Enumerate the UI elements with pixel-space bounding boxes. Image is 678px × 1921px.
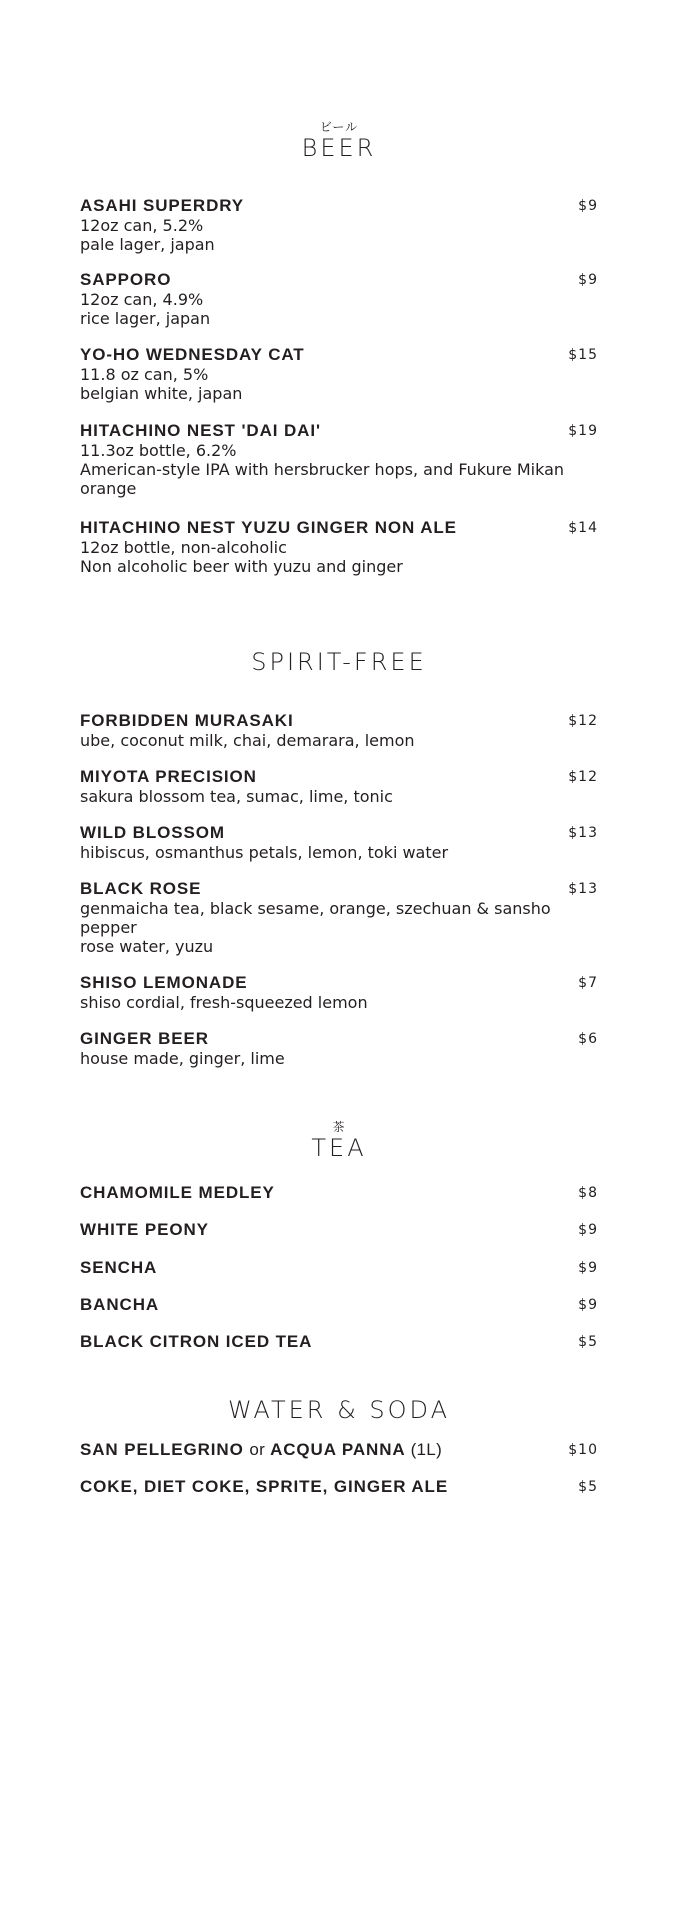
- item-volume: (1L): [410, 1440, 443, 1459]
- menu-item: [80, 1440, 600, 1460]
- item-price: $8: [578, 1185, 598, 1201]
- menu-item: [80, 1477, 600, 1497]
- item-name: COKE, DIET COKE, SPRITE, GINGER ALE: [80, 1477, 449, 1496]
- menu-item: [80, 879, 600, 956]
- item-name-conjunction: or: [249, 1440, 266, 1459]
- item-detail: 12oz can, 5.2%: [80, 216, 204, 235]
- item-description: pale lager, japan: [80, 235, 215, 254]
- item-price: $12: [568, 713, 598, 729]
- menu-item: [80, 1183, 600, 1203]
- menu-item: [80, 711, 600, 750]
- item-price: $14: [568, 520, 598, 536]
- item-description: ube, coconut milk, chai, demarara, lemon: [80, 731, 415, 750]
- item-name: HITACHINO NEST 'DAI DAI': [80, 421, 321, 440]
- item-name: YO-HO WEDNESDAY CAT: [80, 345, 305, 364]
- item-price: $9: [578, 1260, 598, 1276]
- menu-item: [80, 973, 600, 1012]
- item-name: BANCHA: [80, 1295, 160, 1314]
- item-price: $9: [578, 198, 598, 214]
- item-name: BLACK CITRON ICED TEA: [80, 1332, 313, 1351]
- spirit-free-header: [0, 648, 678, 676]
- item-name: HITACHINO NEST YUZU GINGER NON ALE: [80, 518, 457, 537]
- item-name: FORBIDDEN MURASAKI: [80, 711, 294, 730]
- item-price: $15: [568, 347, 598, 363]
- beer-japanese-title: ビール: [319, 120, 359, 134]
- menu-item: [80, 767, 600, 806]
- item-price: $5: [578, 1334, 598, 1350]
- menu-item: [80, 1258, 600, 1278]
- item-name-second: ACQUA PANNA: [270, 1440, 405, 1459]
- menu-item: [80, 1332, 600, 1352]
- item-price: $12: [568, 769, 598, 785]
- menu-item: [80, 421, 600, 498]
- item-description: Non alcoholic beer with yuzu and ginger: [80, 557, 403, 576]
- menu-item: [80, 1220, 600, 1240]
- beer-header: [0, 120, 678, 162]
- item-name: BLACK ROSE: [80, 879, 202, 898]
- item-name: WHITE PEONY: [80, 1220, 209, 1239]
- item-detail: 11.8 oz can, 5%: [80, 365, 209, 384]
- item-detail: 12oz can, 4.9%: [80, 290, 204, 309]
- item-name: CHAMOMILE MEDLEY: [80, 1183, 275, 1202]
- item-description: American-style IPA with hersbrucker hops, and Fukure Mikan orange: [80, 460, 565, 498]
- item-name: WILD BLOSSOM: [80, 823, 225, 842]
- item-description: shiso cordial, fresh-squeezed lemon: [80, 993, 368, 1012]
- item-name: GINGER BEER: [80, 1029, 209, 1048]
- item-name: [80, 1440, 442, 1459]
- item-description-continued: rose water, yuzu: [80, 937, 214, 956]
- tea-title: TEA: [311, 1134, 367, 1162]
- item-description: sakura blossom tea, sumac, lime, tonic: [80, 787, 393, 806]
- item-name-first: SAN PELLEGRINO: [80, 1440, 244, 1459]
- item-price: $5: [578, 1479, 598, 1495]
- item-name: SHISO LEMONADE: [80, 973, 248, 992]
- menu-item: [80, 823, 600, 862]
- item-description: genmaicha tea, black sesame, orange, szechuan & sansho pepper: [80, 899, 551, 937]
- item-description: hibiscus, osmanthus petals, lemon, toki water: [80, 843, 449, 862]
- item-description: rice lager, japan: [80, 309, 211, 328]
- menu-item: [80, 270, 600, 328]
- item-description: house made, ginger, lime: [80, 1049, 285, 1068]
- item-price: $13: [568, 825, 598, 841]
- item-price: $19: [568, 423, 598, 439]
- item-price: $9: [578, 272, 598, 288]
- item-name: ASAHI SUPERDRY: [80, 196, 245, 215]
- item-price: $10: [568, 1442, 598, 1458]
- menu-item: [80, 196, 600, 254]
- item-price: $9: [578, 1297, 598, 1313]
- water-soda-header: [0, 1396, 678, 1424]
- menu-item: [80, 518, 600, 576]
- item-detail: 12oz bottle, non-alcoholic: [80, 538, 287, 557]
- item-description: belgian white, japan: [80, 384, 243, 403]
- tea-header: [0, 1120, 678, 1162]
- item-price: $7: [578, 975, 598, 991]
- water-soda-title: WATER & SODA: [227, 1396, 451, 1424]
- item-detail: 11.3oz bottle, 6.2%: [80, 441, 237, 460]
- item-name: MIYOTA PRECISION: [80, 767, 257, 786]
- item-price: $6: [578, 1031, 598, 1047]
- item-price: $13: [568, 881, 598, 897]
- spirit-free-title: SPIRIT-FREE: [251, 648, 427, 676]
- menu-item: [80, 1029, 600, 1068]
- menu-item: [80, 1295, 600, 1315]
- beer-title: BEER: [301, 134, 377, 162]
- item-name: SENCHA: [80, 1258, 158, 1277]
- item-price: $9: [578, 1222, 598, 1238]
- item-name: SAPPORO: [80, 270, 172, 289]
- menu-item: [80, 345, 600, 403]
- tea-japanese-title: 茶: [332, 1120, 346, 1134]
